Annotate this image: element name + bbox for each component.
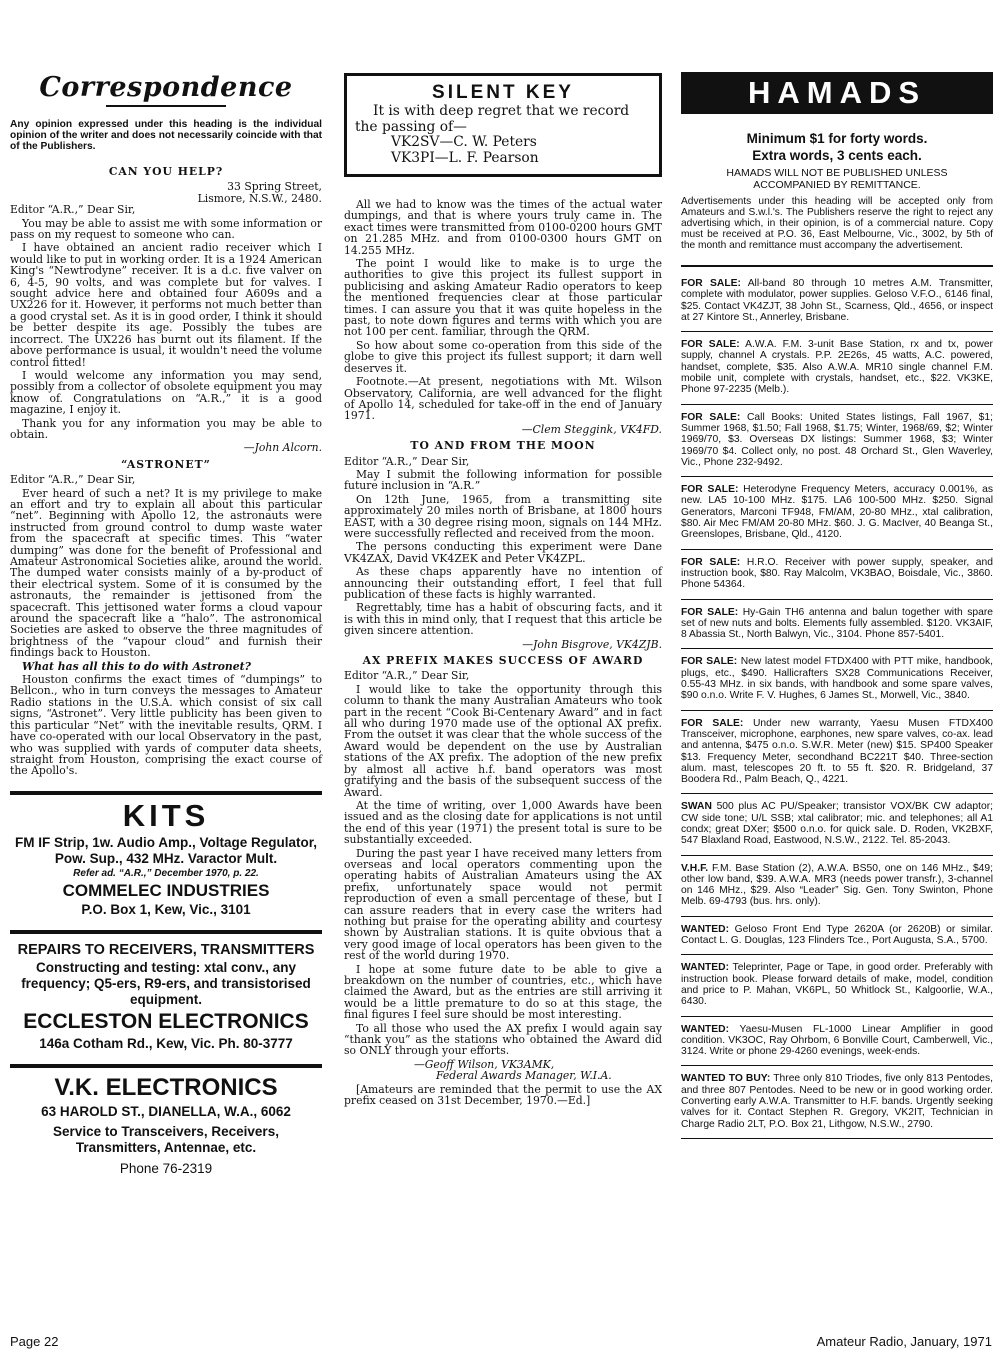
hamad-lead: WANTED: <box>681 962 730 974</box>
letter-paragraph: Footnote.—At present, negotiations with Mt. Wilson Observatory, California, are well advanced for the flight of Apollo 14, scheduled for take-off in the end of January 1971. <box>344 375 662 423</box>
kits-address: P.O. Box 1, Kew, Vic., 3101 <box>81 901 251 917</box>
letter-address-line: Lismore, N.S.W., 2480. <box>197 191 322 205</box>
letter-salutation: Editor “A.R.,” Dear Sir, <box>10 203 136 217</box>
hamad-lead: FOR SALE: <box>681 556 741 568</box>
hamad-item <box>681 332 993 404</box>
letter-signature: —Clem Steggink, VK4FD. <box>521 422 662 436</box>
letter-paragraph: Ever heard of such a net? It is my privilege to make an effort and try to explain all about this particular “net”. Beginning with Apollo 12, the astronauts were instructed from ground control to dump waste water from the spacecraft at specific times. This “water dumping” was done for the benefit of Professional and Amateur Astronomical Societies alike, around the world. The dumped water consists mainly of a by-product of their electrical system. Some of it is consumed by the astronauts, the remainder is jettisoned from the spacecraft. This jettisoned water forms a cloud vapour around the spacecraft like a “halo”. The astronomical Societies are asked to observe the three magnitudes of brightness of the “vapour cloud” and furnish their findings back to Houston. <box>10 486 322 660</box>
hamad-text: Yaesu-Musen FL-1000 Linear Amplifier in good condition. VK3OC, Ray Ohrbom, 6 Bonville Court, Camberwell, Vic., 3124. Write or phone 29-4260 evenings, week-ends. <box>681 1023 993 1058</box>
middle-column <box>344 0 662 1108</box>
letter-paragraph: I hope at some future date to be able to give a breakdown on the number of countries, etc., which have claimed the Award, but as the entries are still arriving it would be a little premature to do so at this stage, the final figures I feel sure should be most interesting. <box>344 962 662 1022</box>
repairs-address: 146a Cotham Rd., Kew, Vic. Ph. 80-3777 <box>39 1035 293 1051</box>
hamads-pricing: Extra words, 3 cents each. <box>752 148 922 163</box>
hamad-lead: FOR SALE: <box>681 656 738 668</box>
hamad-item <box>681 1017 993 1067</box>
kits-description: FM IF Strip, 1w. Audio Amp., Voltage Regulator, Pow. Sup., 432 MHz. Varactor Mult. <box>14 834 317 866</box>
hamad-item <box>681 405 993 477</box>
letter-paragraph: On 12th June, 1965, from a transmitting site approximately 20 miles north of Brisbane, at 1800 hours EAST, with a 30 degree rising moon, signals on 144 MHz. were successfully reflected and received from the moon. <box>344 492 662 540</box>
letter-paragraph: I would welcome any information you may send, possibly from a collector of obsolete equipment you may know of. Congratulations on “A.R.,” it is a good magazine, I enjoy it. <box>10 368 322 417</box>
kits-title: KITS <box>122 797 210 833</box>
hamads-list <box>681 271 993 1139</box>
letter-paragraph: The persons conducting this experiment were Dane VK4ZAX, David VK4ZEK and Peter VK4ZPL. <box>344 540 662 565</box>
hamads-warning: HAMADS WILL NOT BE PUBLISHED UNLESS <box>726 167 948 179</box>
silent-key-box <box>344 73 662 177</box>
letter-paragraph: The point I would like to make is to urge the authorities to give this project its fullest support in publicising and asking Amateur Radio operators to keep the mentioned frequencies clear at those particular times. I can assure you that it was quite hopeless in the past, to note down figures and terms with which you are not 100 per cent. familiar, through the QRM. <box>344 257 662 339</box>
letter-paragraph: Houston confirms the exact times of “dumpings” to Bellcon., who in turn conveys the messages to Amateur Radio stations in the U.S.A. which consist of six call signs, “Astronet”. Very little publicity has been given to this particular “Net” with the inevitable results, QRM. I have co-operated with our local Observatory in the past, who was supplied with yards of computer data sheets, straight from Houston, comprising the exact course of the Apollo's. <box>10 673 322 778</box>
letter-paragraph: Regrettably, time has a habit of obscuring facts, and it is with this in mind only, that I request that this article be given sincere attention. <box>344 601 662 638</box>
letter-can-you-help <box>10 166 322 777</box>
hamad-text: Heterodyne Frequency Meters, accuracy 0.001%, as new. LA5 10-100 MHz. $175. LA6 100-500 MHz. $250. Signal Generators, Marconi TF948, FM/AM, 20-80 MHz., xtal calibration, $80. Air Mec FM/AM 20-80 MHz. $60. J. G. MacIver, 40 Beanga St., Greenslopes, Brisbane, Qld., 4120. <box>681 484 993 541</box>
hamad-lead: FOR SALE: <box>681 717 744 729</box>
repairs-company: ECCLESTON ELECTRONICS <box>23 1009 309 1033</box>
hamads-warning: ACCOMPANIED BY REMITTANCE. <box>753 179 921 191</box>
vk-electronics-advert <box>10 1064 322 1177</box>
hamad-lead: FOR SALE: <box>681 278 741 289</box>
hamad-lead: V.H.F. <box>681 862 709 874</box>
middle-text <box>344 199 662 1106</box>
left-column <box>10 0 322 1177</box>
hamad-item <box>681 1066 993 1138</box>
letter-paragraph: To all those who used the AX prefix I would again say “thank you” as the stations who obtained the Award did so ONLY through your efforts. <box>344 1021 662 1058</box>
letter-paragraph: I would like to take the opportunity through this column to thank the many Australian Amateurs who took part in the recent “Cook Bi-Centenary Award” and in fact all who during 1970 made use of the optional AX prefix. From the outset it was clear that the whole success of the Award would be dependent on the use by Australian stations of the AX prefix. The adoption of the new prefix by almost all active h.f. band operators was most gratifying and the basis of the subsequent success of the Award. <box>344 682 662 799</box>
hamad-text: 500 plus AC PU/Speaker; transistor VOX/BK CW adaptor; CW side tone; U/L SSB; xtal calibrator; mic. and telephones; all A1 condx; great DXer; $500 o.n.o. for quick sale. D. Roden, VK2BXF, 547 Blaxland Road, Eastwood, N.S.W., 2122. Tel. 85-2043. <box>681 801 993 847</box>
hamad-item <box>681 856 993 917</box>
letter-paragraph: You may be able to assist me with some information or pass on my request to someone who can. <box>10 216 322 242</box>
letter-signature: Federal Awards Manager, W.I.A. <box>436 1069 612 1083</box>
hamad-item <box>681 649 993 710</box>
repairs-title: REPAIRS TO RECEIVERS, TRANSMITTERS <box>17 941 315 958</box>
hamad-text: All-band 80 through 10 metres A.M. Transmitter, complete with modulator, power supplies. Geloso V.F.O., 6146 final, $25. Contact VK4ZJT, 38 John St., Scarness, Qld., 4656, or inspect at 27 Kintore St., Annerley, Brisbane. <box>681 278 993 323</box>
silent-key-name: VK3PI—L. F. Pearson <box>391 149 539 166</box>
hamad-lead: SWAN <box>681 801 712 813</box>
letter-paragraph: At the time of writing, over 1,000 Awards have been issued and as the closing date for applications is not until the end of this year (1971) the present total is sure to be substantially exceeded. <box>344 798 662 847</box>
hamad-item <box>681 711 993 795</box>
letter-signature: —Geoff Wilson, VK3AMK, <box>414 1057 555 1071</box>
kits-company: COMMELEC INDUSTRIES <box>62 880 270 900</box>
hamad-text: Teleprinter, Page or Tape, in good order. Preferably with instruction book. Please forward details of make, model, condition and price to P. Mahan, VK6PL, 50 Whitlock St., Kalgoorlie, W.A., 6430. <box>681 962 993 1008</box>
letter-paragraph: During the past year I have received many letters from overseas and local operators commenting upon the operating habits of Australian Amateurs using the AX prefix, unfortunately space would not permit reproduction of even a small percentage of these, but I can assure readers that in every case the writers had nothing but praise for the operating ability and courtesy shown by Australian stations. It is quite obvious that a very good image of local operators has been given to the rest of the world during 1970. <box>344 846 662 963</box>
letter-heading: TO AND FROM THE MOON <box>410 439 596 453</box>
silent-key-text: It is with deep regret that we record the passing of— <box>355 103 630 135</box>
hamad-lead: FOR SALE: <box>681 339 740 351</box>
silent-key-name: VK2SV—C. W. Peters <box>391 134 537 150</box>
correspondence-intro: Any opinion expressed under this heading is the individual opinion of the writer and does not necessarily coincide with that of the Publishers. <box>10 119 322 152</box>
hamad-text: Three only 810 Triodes, five only 813 Pentodes, and three 807 Pentodes. Need to be new or in good working order. Converting early A.W.A. Transmitter to H.F. bands. Urgently seeking valves for it. Contact Stephen R. Gregory, VK2IT, Technician in Charge Radio 2LT, P.O. Box 21, Lithgow, N.S.W., 2790. <box>681 1073 993 1130</box>
letter-paragraph: May I submit the following information for possible future inclusion in “A.R.” <box>344 467 662 493</box>
repairs-description: Constructing and testing: xtal conv., any frequency; Q5-ers, R9-ers, and transistorised equipment. <box>21 959 311 1007</box>
hamad-text: Hy-Gain TH6 antenna and balun together with spare set of new nuts and bolts. Elements fully assembled. $120. VK3AIF, 8 Abassia St., North Balwyn, Vic., 3104. Phone 857-5401. <box>681 606 993 641</box>
letter-paragraph: Thank you for any information you may be able to obtain. <box>10 416 322 441</box>
letter-subheading: What has all this to do with Astronet? <box>22 659 251 673</box>
vk-title: V.K. ELECTRONICS <box>54 1073 278 1101</box>
hamad-item <box>681 271 993 332</box>
page-number: Page 22 <box>10 1334 59 1349</box>
hamad-item <box>681 794 993 855</box>
hamad-item <box>681 917 993 956</box>
letter-signature: —John Alcorn. <box>243 441 322 455</box>
letter-salutation: Editor “A.R.,” Dear Sir, <box>10 473 136 487</box>
hamad-item <box>681 955 993 1016</box>
hamads-column <box>681 0 993 1139</box>
letter-paragraph: As these chaps apparently have no intention of announcing their outstanding effort, I feel that full publication of these facts is highly warranted. <box>344 565 662 601</box>
hamad-item <box>681 600 993 650</box>
hamad-text: Under new warranty, Yaesu Musen FTDX400 Transceiver, microphone, earphones, new spare valves, co-ax. lead and antenna, $475 o.n.o. S.W.R. Meter (new) $15. SP400 Speaker $13. Frequency Meter, secondhand BC221T $40. Three-section alum. mast, telescopes 20 ft. to 55 ft. $20. R. Bridgeland, 37 Boodera Rd., Palm Beach, Q., 4221. <box>681 717 993 786</box>
hamads-title: HAMADS <box>681 72 993 114</box>
issue-label: Amateur Radio, January, 1971 <box>816 1334 992 1349</box>
letter-heading: “ASTRONET” <box>121 457 211 471</box>
repairs-advert <box>10 930 322 1052</box>
hamad-lead: WANTED: <box>681 1023 730 1035</box>
letter-salutation: Editor “A.R.,” Dear Sir, <box>344 669 470 683</box>
kits-advert <box>10 791 322 918</box>
hamad-text: H.R.O. Receiver with power supply, speaker, and instruction book, $80. Ray Malcolm, VK3BAO, Boisdale, Vic., 3860. Phone 54364. <box>681 556 993 591</box>
letter-heading: CAN YOU HELP? <box>108 165 224 178</box>
letter-address-line: 33 Spring Street, <box>227 180 322 194</box>
hamad-lead: FOR SALE: <box>681 606 739 618</box>
letter-signature: —John Bisgrove, VK4ZJB. <box>522 637 662 651</box>
hamads-pricing: Minimum $1 for forty words. <box>746 131 928 146</box>
hamad-text: Geloso Front End Type 2620A (or 2620B) or similar. Contact L. G. Douglas, 123 Flinders Tce., Port Augusta, S.A., 5700. <box>681 923 993 947</box>
letter-paragraph: So how about some co-operation from this side of the globe to give this project its fullest support; it darn well deserves it. <box>344 338 662 375</box>
hamad-text: A.W.A. F.M. 3-unit Base Station, rx and tx, power supply, channel A crystals. P.P. 2E26s, 45 watts, A.C. powered, handset, complete, $35. Also A.W.A. MR10 single channel F.M. mobile unit, complete with crystals, handset, etc., $22. VK3KE, Phone 97-2235 (Melb.). <box>681 339 993 396</box>
hamads-rules: Advertisements under this heading will be accepted only from Amateurs and S.w.l.'s. The Publishers reserve the right to reject any advertising which, in their opinion, is of a commercial nature. Copy must be received at P.O. 36, East Melbourne, Vic., 3002, by 5th of the month and remittance must accompany the advertisement. <box>681 196 993 267</box>
hamad-lead: FOR SALE: <box>681 484 739 496</box>
letter-salutation: Editor “A.R.,” Dear Sir, <box>344 454 470 468</box>
hamad-text: F.M. Base Station (2), A.W.A. BS50, one on 146 MHz., $49; other low band, $39. A.W.A. MR3 (needs power transfr.), 3-channel on 146 MHz., $29. Also “Leader” Sig. Gen. Tony Swinton, Phone Melb. 69-4793 (bus. hrs. only). <box>681 862 993 908</box>
editor-note: [Amateurs are reminded that the permit to use the AX prefix ceased on 31st December, 1970.—Ed.] <box>344 1082 662 1108</box>
kits-reference: Refer ad. “A.R.,” December 1970, p. 22. <box>73 867 259 879</box>
hamad-item <box>681 550 993 600</box>
vk-description: Service to Transceivers, Receivers, Transmitters, Antennae, etc. <box>53 1123 279 1155</box>
silent-key-title: SILENT KEY <box>432 82 574 103</box>
letter-paragraph: All we had to know was the times of the actual water dumpings, and that is where yours truly came in. The exact times were transmitted from 0100-0200 hours GMT on 21.285 MHz. and from 0100-0300 hours GMT on 14.255 MHz. <box>344 198 662 257</box>
hamad-lead: WANTED: <box>681 923 730 935</box>
letter-heading: AX PREFIX MAKES SUCCESS OF AWARD <box>362 654 644 668</box>
hamad-text: New latest model FTDX400 with PTT mike, handbook, plugs, etc., $490. Hallicrafters SX28 Communications Receiver, 0.55-43 MHz. in six bands, with handbook and some spare valves, $90 o.n.o. Write F. V. Hughes, 6 James St., Morwell, Vic., 3840. <box>681 656 993 702</box>
hamad-item <box>681 477 993 549</box>
hamad-text: Call Books: United States listings, Fall 1967, $1; Summer 1968, $1.50; Fall 1968, $1.75; Winter, 1968/69, $2; Winter 1969/70, $3. Overseas DX listings: Summer 1968, $3; Winter 1969/70 $4. Collect only, no post. 48 Orchard St., Glen Waverley, Vic., Phone 232-9492. <box>681 411 993 468</box>
hamad-lead: FOR SALE: <box>681 411 741 423</box>
vk-phone: Phone 76-2319 <box>119 1160 213 1176</box>
title-underline <box>106 105 226 107</box>
vk-address: 63 HAROLD ST., DIANELLA, W.A., 6062 <box>41 1103 291 1119</box>
hamad-lead: WANTED TO BUY: <box>681 1073 771 1085</box>
letter-paragraph: I have obtained an ancient radio receiver which I would like to put in working order. It is a 1924 American King's “Newtrodyne” receiver. It is a d.c. five valver on 6, 4-5, 90 volts, and was complete but for valves. I sought advice here and obtained four A609s and a UX226 for it. However, it performs not much better than a good crystal set. As it is in good order, I think it should be better despite its age. Possibly the tubes are incorrect. The UX226 has burnt out its filament. If the above performance is usual, it wouldn't need the volume control fitted! <box>10 241 322 369</box>
correspondence-title: Correspondence <box>39 72 293 103</box>
